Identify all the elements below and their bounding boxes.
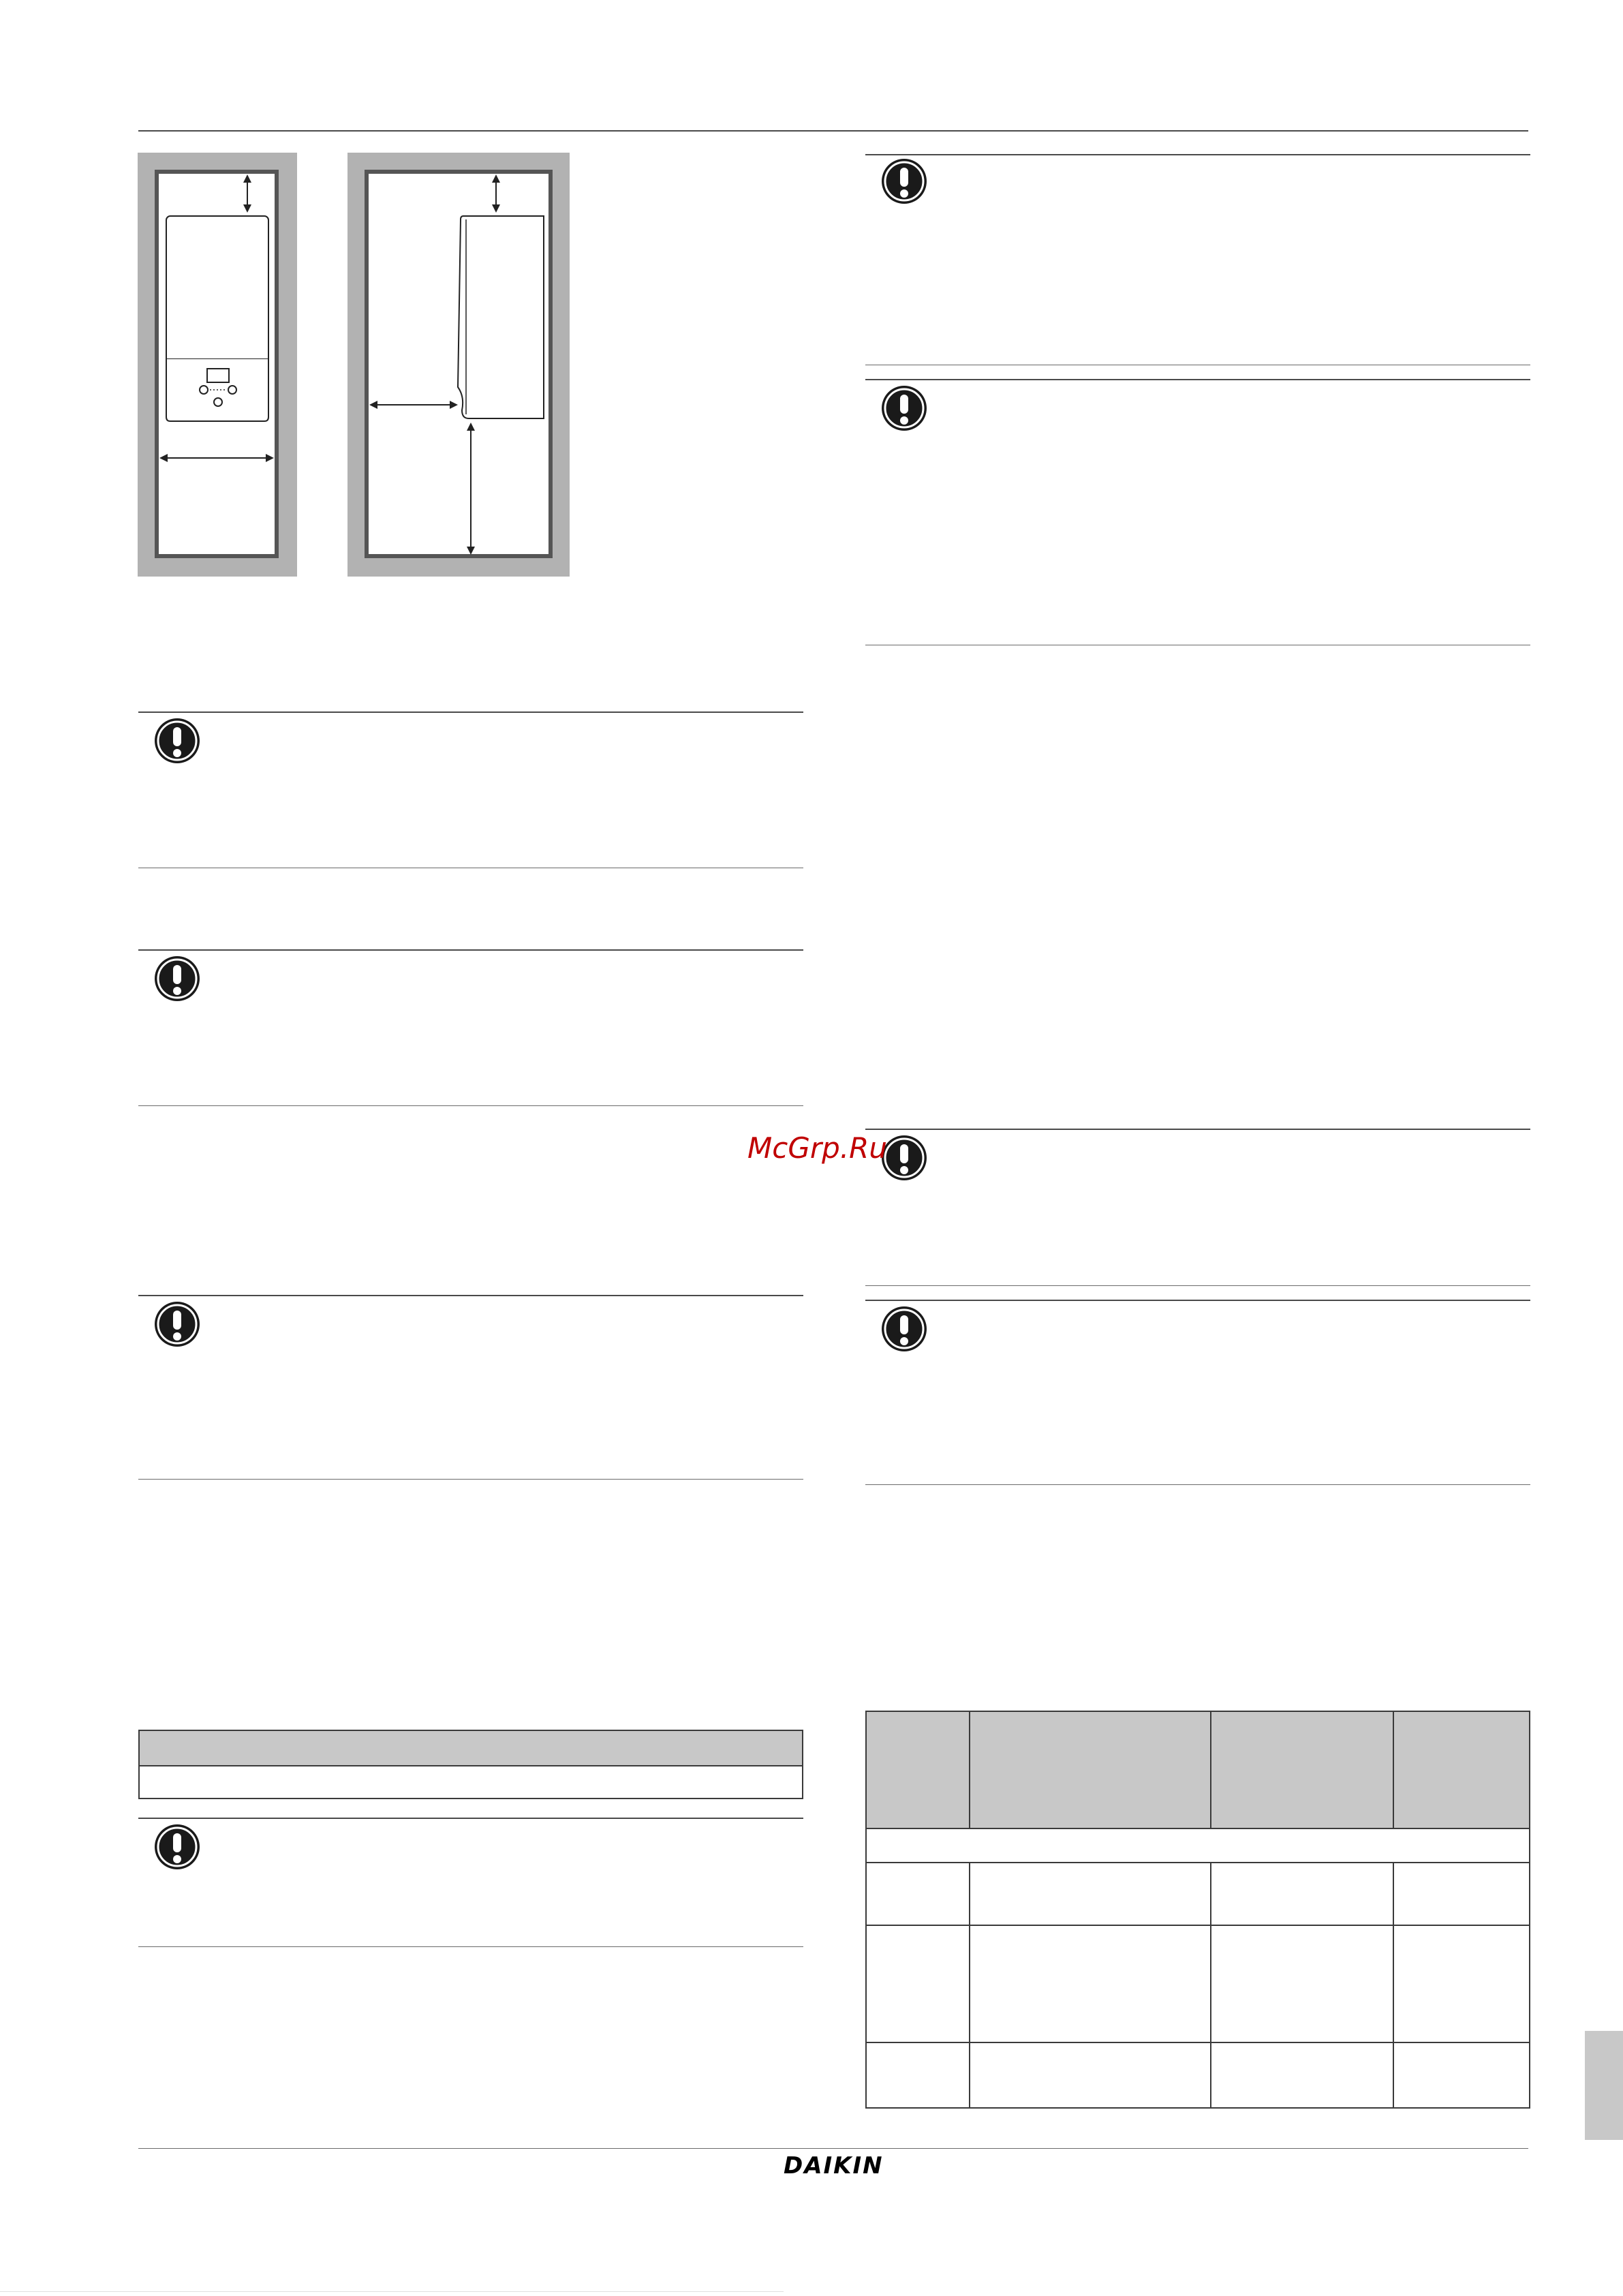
spec-col-1	[866, 1711, 970, 1828]
page-side-tab	[1585, 2031, 1623, 2140]
notice-rule	[865, 379, 1530, 380]
spec-col-3	[1211, 1711, 1393, 1828]
exclamation-circle-icon	[880, 157, 929, 206]
exclamation-circle-icon	[153, 716, 202, 765]
footer-rule	[138, 2148, 1528, 2149]
spec-table-header	[866, 1711, 1530, 1828]
notice-rule	[138, 1946, 803, 1947]
spec-col-4	[1393, 1711, 1530, 1828]
left-table-header	[140, 1731, 802, 1766]
notice-rule	[865, 154, 1530, 155]
exclamation-circle-icon	[880, 1304, 929, 1353]
notice-rule	[865, 1484, 1530, 1485]
header-rule	[138, 130, 1528, 132]
table-row	[866, 2042, 1530, 2108]
bottom-edge-rule	[0, 2291, 784, 2292]
clearance-diagram	[136, 151, 572, 581]
left-table	[138, 1730, 803, 1799]
spec-col-2	[970, 1711, 1211, 1828]
daikin-logo: DAIKIN	[784, 2152, 884, 2179]
exclamation-circle-icon	[153, 1300, 202, 1349]
notice-rule	[138, 949, 803, 951]
side-view-panel	[347, 153, 570, 577]
spec-table-group-row	[866, 1828, 1530, 1863]
exclamation-circle-icon	[880, 384, 929, 433]
unit-body-front	[166, 216, 268, 370]
notice-rule	[138, 1105, 803, 1106]
notice-rule	[865, 1300, 1530, 1301]
table-row	[866, 1925, 1530, 2042]
notice-rule	[138, 1295, 803, 1296]
spec-table	[865, 1711, 1530, 2109]
front-view-panel	[138, 153, 297, 577]
exclamation-circle-icon	[153, 954, 202, 1003]
exclamation-circle-icon	[153, 1822, 202, 1871]
notice-rule	[138, 1479, 803, 1480]
notice-rule	[138, 711, 803, 713]
notice-rule	[138, 1818, 803, 1819]
display-screen	[207, 369, 229, 382]
notice-rule	[865, 1285, 1530, 1286]
unit-body-side	[458, 216, 544, 418]
watermark: McGrp.Ru	[747, 1131, 887, 1165]
notice-rule	[865, 1129, 1530, 1130]
table-row	[866, 1863, 1530, 1925]
